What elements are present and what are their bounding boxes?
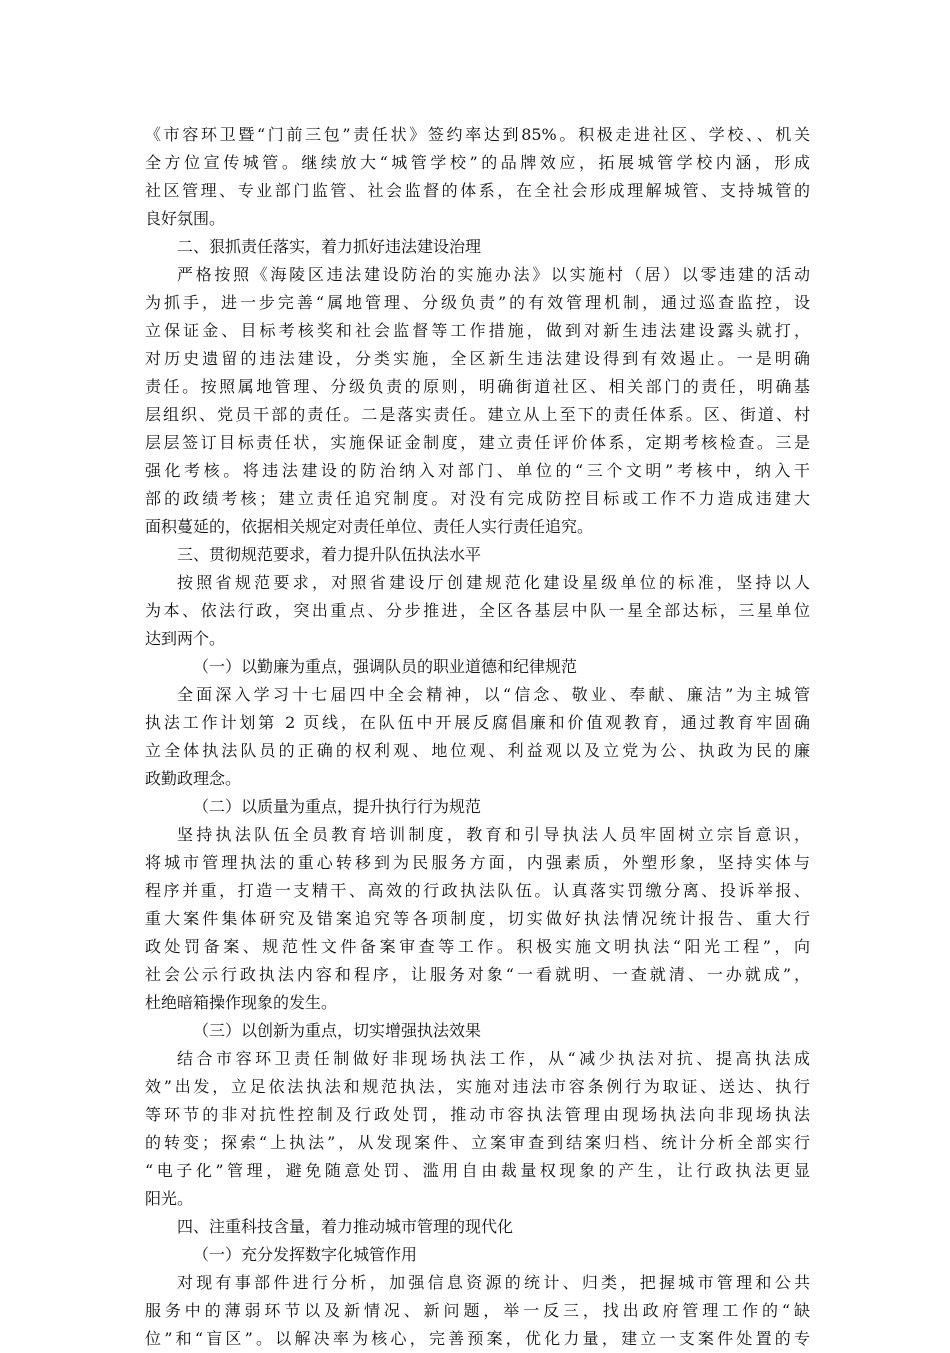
body-text-line: 立全体执法队员的正确的权利观、地位观、利益观以及立党为公、执政为民的廉 bbox=[145, 741, 810, 760]
body-text-line: 严格按照《海陵区违法建设防治的实施办法》以实施村（居）以零违建的活动 bbox=[177, 265, 810, 284]
body-text-line: 阳光。 bbox=[145, 1189, 194, 1208]
subheading-line: （二）以质量为重点，提升执行行为规范 bbox=[193, 797, 482, 816]
body-text-line: 为抓手，进一步完善“属地管理、分级负责”的有效管理机制，通过巡查监控，设 bbox=[145, 293, 810, 312]
body-text-line: 全方位宣传城管。继续放大“城管学校”的品牌效应，拓展城管学校内涵，形成 bbox=[145, 153, 810, 172]
body-text-line: 层层签订目标责任状，实施保证金制度，建立责任评价体系，定期考核检查。三是 bbox=[145, 433, 810, 452]
body-text-line: 对历史遗留的违法建设，分类实施，全区新生违法建设得到有效遏止。一是明确 bbox=[145, 349, 810, 368]
body-text-line: 达到两个。 bbox=[145, 629, 226, 648]
body-text-line: 政处罚备案、规范性文件备案审查等工作。积极实施文明执法“阳光工程”，向 bbox=[145, 937, 810, 956]
body-text-line: 对现有事部件进行分析，加强信息资源的统计、归类，把握城市管理和公共 bbox=[177, 1273, 810, 1292]
body-text-line: 杜绝暗箱操作现象的发生。 bbox=[145, 993, 338, 1012]
body-text-line: 效”出发，立足依法执法和规范执法，实施对违法市容条例行为取证、送达、执行 bbox=[145, 1077, 810, 1096]
body-text-line: 责任。按照属地管理、分级负责的原则，明确街道社区、相关部门的责任，明确基 bbox=[145, 377, 810, 396]
body-text-line: 等环节的非对抗性控制及行政处罚，推动市容执法管理由现场执法向非现场执法 bbox=[145, 1105, 810, 1124]
body-text-line: 执法工作计划第 2 页线，在队伍中开展反腐倡廉和价值观教育，通过教育牢固确 bbox=[145, 713, 810, 732]
body-text-line: 面积蔓延的，依据相关规定对责任单位、责任人实行责任追究。 bbox=[145, 517, 594, 536]
heading-line: 二、狠抓责任落实，着力抓好违法建设治理 bbox=[177, 237, 482, 256]
heading-line: 三、贯彻规范要求，着力提升队伍执法水平 bbox=[177, 545, 482, 564]
body-text-line: 层组织、党员干部的责任。二是落实责任。建立从上至下的责任体系。区、街道、村 bbox=[145, 405, 810, 424]
heading-line: 四、注重科技含量，着力推动城市管理的现代化 bbox=[177, 1217, 514, 1236]
document-body bbox=[145, 121, 810, 1353]
subheading-line: （一）充分发挥数字化城管作用 bbox=[193, 1245, 418, 1264]
body-text-line: “电子化”管理，避免随意处罚、滥用自由裁量权现象的产生，让行政执法更显 bbox=[145, 1161, 810, 1180]
body-text-line: 社区管理、专业部门监管、社会监督的体系，在全社会形成理解城管、支持城管的 bbox=[145, 181, 810, 200]
body-text-line: 重大案件集体研究及错案追究等各项制度，切实做好执法情况统计报告、重大行 bbox=[145, 909, 810, 928]
subheading-line: （一）以勤廉为重点，强调队员的职业道德和纪律规范 bbox=[193, 657, 578, 676]
body-text-line: 《市容环卫暨“门前三包”责任状》签约率达到85%。积极走进社区、学校、、机关 bbox=[145, 125, 810, 144]
body-text-line: 坚持执法队伍全员教育培训制度，教育和引导执法人员牢固树立宗旨意识， bbox=[177, 825, 810, 844]
body-text-line: 部的政绩考核；建立责任追究制度。对没有完成防控目标或工作不力造成违建大 bbox=[145, 489, 810, 508]
body-text-line: 全面深入学习十七届四中全会精神，以“信念、敬业、奉献、廉洁”为主城管 bbox=[177, 685, 810, 704]
body-text-line: 社会公示行政执法内容和程序，让服务对象“一看就明、一查就清、一办就成”， bbox=[145, 965, 810, 984]
body-text-line: 按照省规范要求，对照省建设厅创建规范化建设星级单位的标准，坚持以人 bbox=[177, 573, 810, 592]
body-text-line: 为本、依法行政，突出重点、分步推进，全区各基层中队一星全部达标，三星单位 bbox=[145, 601, 810, 620]
body-text-line: 程序并重，打造一支精干、高效的行政执法队伍。认真落实罚缴分离、投诉举报、 bbox=[145, 881, 810, 900]
body-text-line: 服务中的薄弱环节以及新情况、新问题，举一反三，找出政府管理工作的“缺 bbox=[145, 1301, 810, 1320]
body-text-line: 的转变；探索“上执法”，从发现案件、立案审查到结案归档、统计分析全部实行 bbox=[145, 1133, 810, 1152]
body-text-line: 结合市容环卫责任制做好非现场执法工作，从“减少执法对抗、提高执法成 bbox=[177, 1049, 810, 1068]
body-text-line: 政勤政理念。 bbox=[145, 769, 242, 788]
subheading-line: （三）以创新为重点，切实增强执法效果 bbox=[193, 1021, 482, 1040]
body-text-line: 立保证金、目标考核奖和社会监督等工作措施，做到对新生违法建设露头就打， bbox=[145, 321, 810, 340]
body-text-line: 将城市管理执法的重心转移到为民服务方面，内强素质，外塑形象，坚持实体与 bbox=[145, 853, 810, 872]
body-text-line: 强化考核。将违法建设的防治纳入对部门、单位的“三个文明”考核中，纳入干 bbox=[145, 461, 810, 480]
body-text-line: 良好氛围。 bbox=[145, 209, 226, 228]
body-text-line: 位”和“盲区”。以解决率为核心，完善预案，优化力量，建立一支案件处置的专 bbox=[145, 1329, 810, 1348]
